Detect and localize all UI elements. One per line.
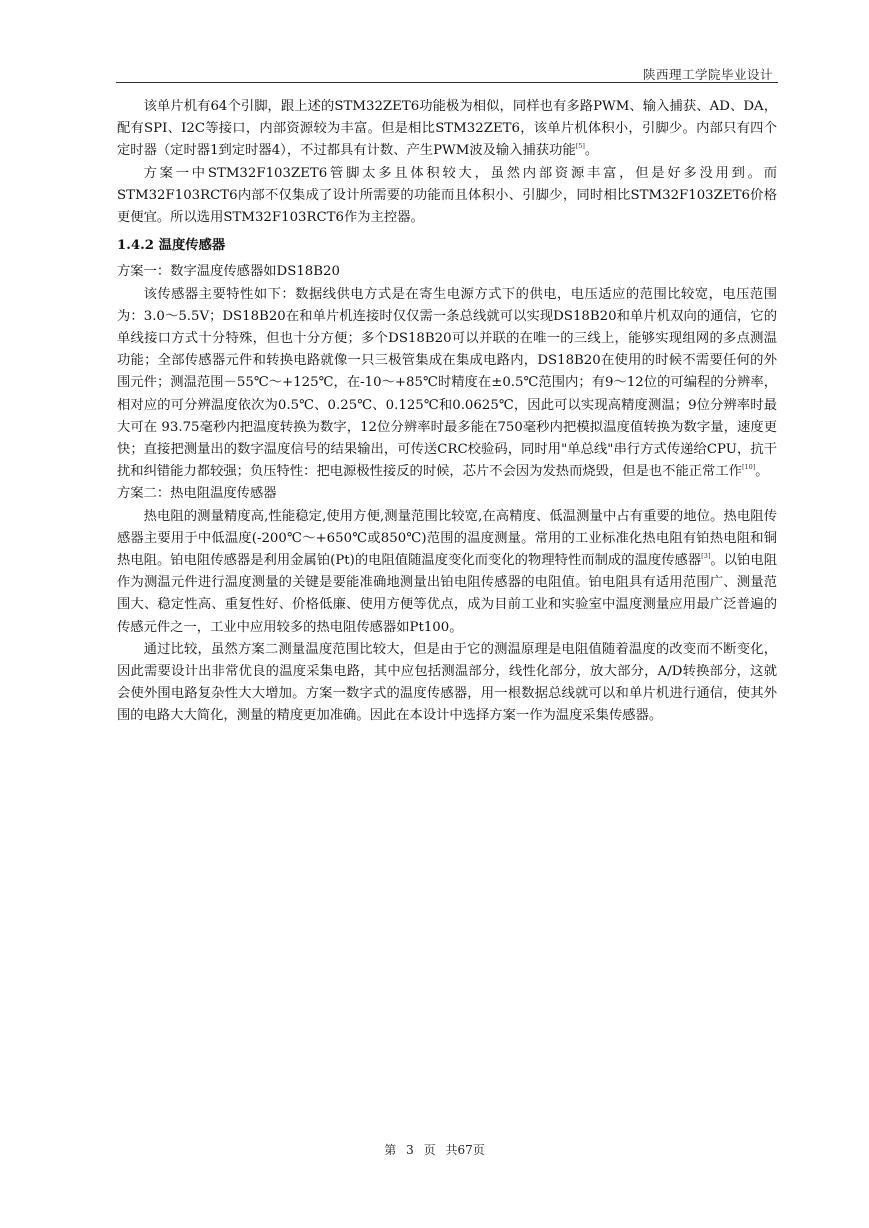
paragraph-3 bbox=[117, 284, 777, 484]
footer-prefix: 第 bbox=[384, 1143, 397, 1157]
total-pages: 共67页 bbox=[445, 1143, 485, 1157]
scheme-1-label: 方案一：数字温度传感器如DS18B20 bbox=[117, 264, 340, 280]
paragraph-2: 方案一中STM32F103ZET6管脚太多且体积较大，虽然内部资源丰富，但是好多没用到。而STM32F103RCT6内部不仅集成了设计所需要的功能而且体积小、引脚少，同时相比STM32F103ZET6价格更便宜。所以选用STM32F103RCT6作为主控器。 bbox=[117, 165, 777, 226]
paragraph-1-end: 。 bbox=[584, 143, 599, 159]
paragraph-1-text: 该单片机有64个引脚，跟上述的STM32ZET6功能极为相似，同样也有多路PWM、输入捕获、AD、DA，配有SPI、I2C等接口，内部资源较为丰富。但是相比STM32ZET6，该单片机体积小，引脚少。内部只有四个定时器（定时器1到定时器4），不过都具有计数、产生PWM波及输入捕获功能 bbox=[117, 99, 777, 159]
body-content bbox=[117, 96, 777, 728]
footer-mid: 页 bbox=[423, 1143, 436, 1157]
citation-5[interactable]: [5] bbox=[575, 142, 585, 151]
paragraph-3-text: 该传感器主要特性如下：数据线供电方式是在寄生电源方式下的供电，电压适应的范围比较宽，电压范围为：3.0～5.5V；DS18B20在和单片机连接时仅仅需一条总线就可以实现DS18B20和单片机双向的通信，它的单线接口方式十分特殊，但也十分方便；多个DS18B20可以并联的在唯一的三线上，能够实现组网的多点测温功能；全部传感器元件和转换电路就像一只三极管集成在集成电路内，DS18B20在使用的时候不需要任何的外围元件；测温范围－55℃～+125℃，在-10～+85℃时精度在±0.5℃范围内；有9～12位的可编程的分辨率，相对应的可分辨温度依次为0.5℃、0.25℃、0.125℃和0.0625℃，因此可以实现高精度测温；9位分辨率时最大可在 93.75毫秒内把温度转换为数字，12位分辨率时最多能在750毫秒内把模拟温度值转换为数字量，速度更快；直接把测量出的数字温度信号的结果输出，可传送CRC校验码，同时用"单总线"串行方式传递给CPU，抗干扰和纠错能力都较强；负压特性：把电源极性接反的时候，芯片不会因为发热而烧毁，但是也不能正常工作 bbox=[117, 286, 777, 480]
citation-10[interactable]: [10] bbox=[741, 463, 756, 472]
header-rule bbox=[116, 82, 778, 83]
paragraph-1 bbox=[117, 96, 777, 163]
paragraph-4 bbox=[117, 506, 777, 639]
page-footer bbox=[0, 1141, 869, 1158]
scheme-2-label: 方案二：热电阻温度传感器 bbox=[117, 486, 277, 502]
section-heading: 1.4.2 温度传感器 bbox=[117, 238, 226, 254]
paragraph-3-end: 。 bbox=[755, 464, 769, 480]
paragraph-5: 通过比较，虽然方案二测量温度范围比较大，但是由于它的测温原理是电阻值随着温度的改变而不断变化，因此需要设计出非常优良的温度采集电路，其中应包括测温部分，线性化部分，放大部分，A/D转换部分，这就会使外围电路复杂性大大增加。方案一数字式的温度传感器，用一根数据总线就可以和单片机进行通信，使其外围的电路大大简化，测量的精度更加准确。因此在本设计中选择方案一作为温度采集传感器。 bbox=[117, 641, 777, 724]
paragraph-4-text-a: 热电阻的测量精度高,性能稳定,使用方便,测量范围比较宽,在高精度、低温测量中占有重要的地位。热电阻传感器主要用于中低温度(-200℃～+650℃或850℃)范围的温度测量。常用的工业标准化热电阻有铂热电阻和铜热电阻。铂电阻传感器是利用金属铂(Pt)的电阻值随温度变化而变化的物理特性而制成的温度传感器 bbox=[117, 508, 777, 569]
citation-3[interactable]: [3] bbox=[701, 552, 711, 561]
paragraph-4-text-b: 。以铂电阻作为测温元件进行温度测量的关键是要能准确地测量出铂电阻传感器的电阻值。铂电阻具有适用范围广、测量范围大、稳定性高、重复性好、价格低廉、使用方便等优点，成为目前工业和实验室中温度测量应用最广泛普遍的传感元件之一，工业中应用较多的热电阻传感器如Pt100。 bbox=[117, 553, 777, 635]
header-title: 陕西理工学院毕业设计 bbox=[642, 67, 773, 82]
page-number: 3 bbox=[406, 1143, 414, 1157]
